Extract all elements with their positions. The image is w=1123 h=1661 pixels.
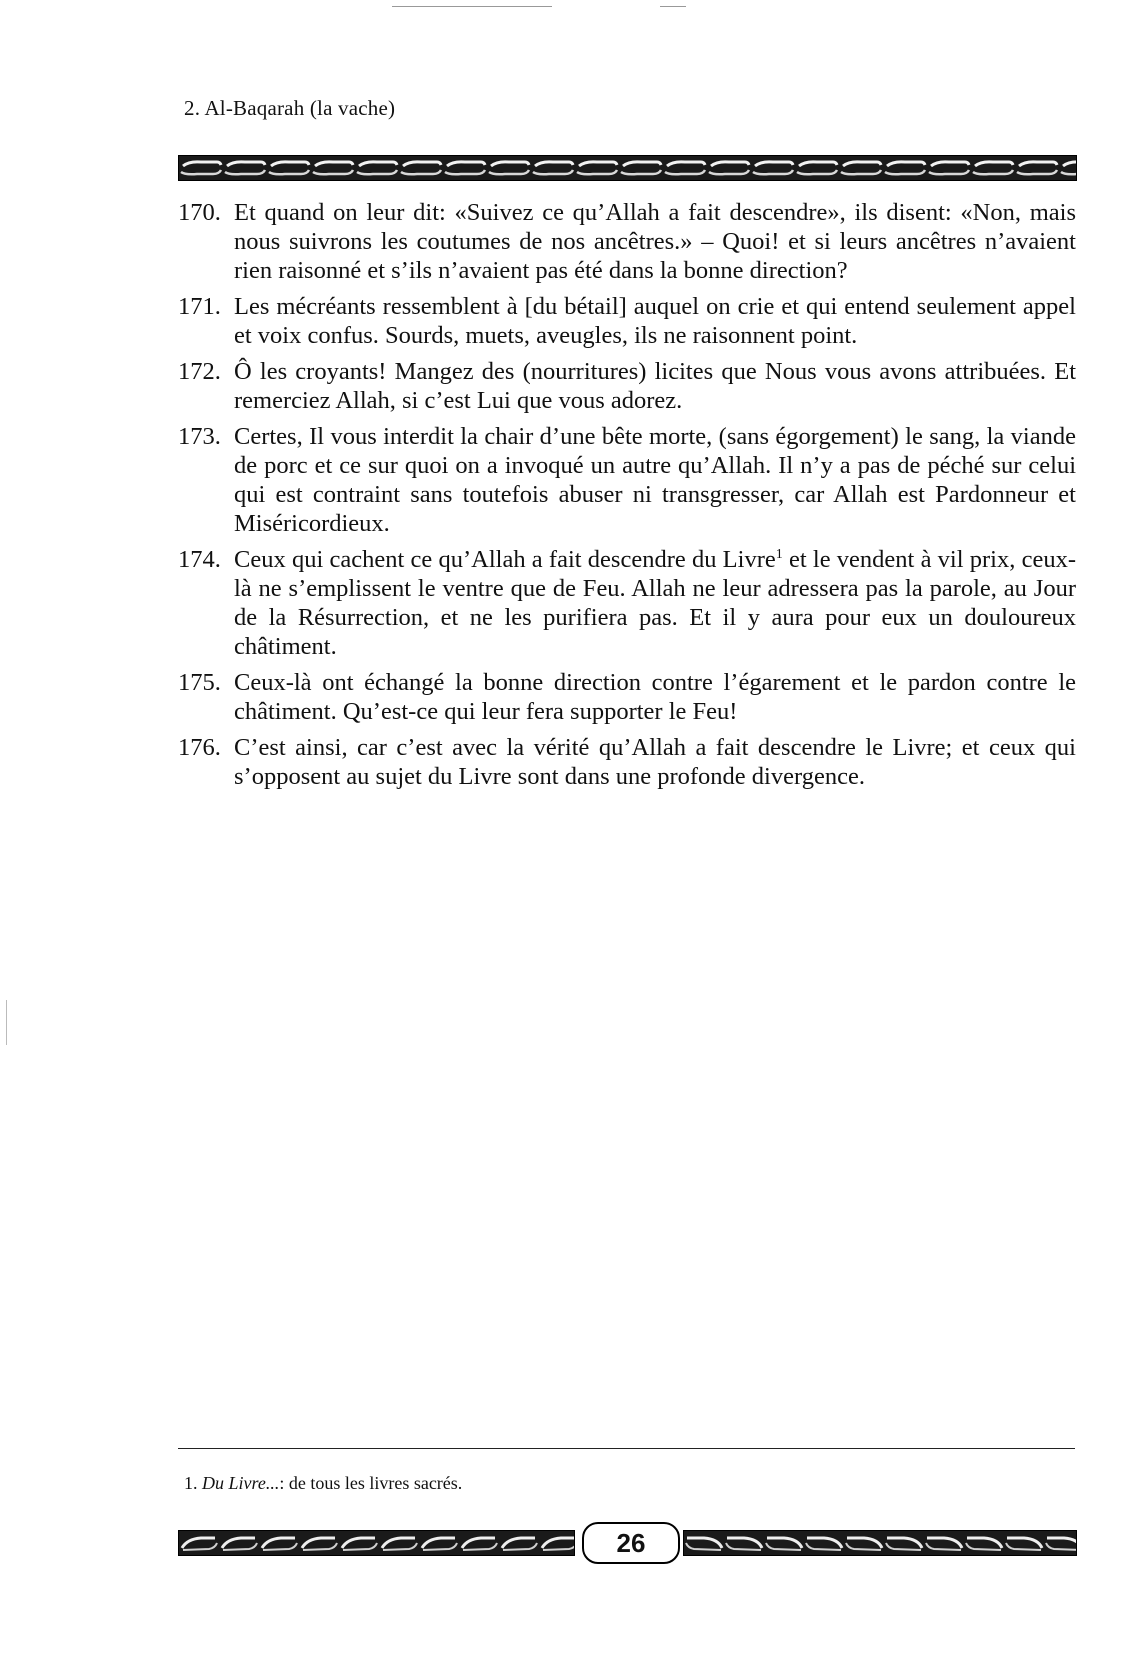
scan-artifact-line xyxy=(392,6,552,7)
scan-artifact-line xyxy=(660,6,686,7)
footnote-divider xyxy=(178,1448,1075,1449)
verse-text: Les mécréants ressemblent à [du bétail] auquel on crie et qui entend seulement appel et voix confus. Sourds, muets, aveugles, ils ne raisonnent point. xyxy=(234,293,1076,349)
verse-number: 170. xyxy=(178,199,221,226)
verse-175 xyxy=(178,668,1076,726)
verse-172 xyxy=(178,357,1076,415)
verse-text-part: et le vendent à vil prix, ceux-là ne s’emplissent le ventre que de Feu. Allah ne leur adressera pas la parole, au Jour de la Résurrection, et ne les purifiera pas. Et il y aura pour eux un douloureux châtiment. xyxy=(234,546,1077,660)
verse-176 xyxy=(178,733,1076,791)
sura-title: 2. Al-Baqarah (la vache) xyxy=(184,96,396,120)
verse-text: Et quand on leur dit: «Suivez ce qu’Allah a fait descendre», ils disent: «Non, mais nous suivrons les coutumes de nos ancêtres.» – Quoi! et si leurs ancêtres n’avaient rien raisonné et s’ils n’avaient pas été dans la bonne direction? xyxy=(234,199,1076,284)
footnote-separator: : xyxy=(279,1473,285,1493)
verse-text-part: Ceux qui cachent ce qu’Allah a fait descendre du Livre xyxy=(234,546,776,573)
chain-pattern-icon xyxy=(179,156,1076,180)
scan-artifact-margin xyxy=(6,1000,7,1045)
footnote-text: de tous les livres sacrés. xyxy=(284,1473,463,1493)
verse-number: 175. xyxy=(178,669,221,696)
verse-170 xyxy=(178,198,1076,285)
footnote xyxy=(184,1473,462,1494)
chain-pattern-icon xyxy=(684,1531,1076,1555)
verse-number: 174. xyxy=(178,546,221,573)
ornamental-band-bottom-left xyxy=(178,1530,575,1556)
ornamental-band-top xyxy=(178,155,1077,181)
ornamental-band-bottom-right xyxy=(683,1530,1077,1556)
verse-number: 171. xyxy=(178,293,221,320)
verse-text: Ô les croyants! Mangez des (nourritures) licites que Nous vous avons attribuées. Et remerciez Allah, si c’est Lui que vous adorez. xyxy=(234,358,1076,414)
chain-pattern-icon xyxy=(179,1531,574,1555)
footnote-reference: 1 xyxy=(775,546,783,562)
verse-171 xyxy=(178,292,1076,350)
verse-number: 173. xyxy=(178,423,221,450)
footnote-marker: 1. xyxy=(184,1473,198,1493)
verse-174 xyxy=(178,545,1076,661)
verse-list xyxy=(178,198,1076,798)
verse-text: Certes, Il vous interdit la chair d’une bête morte, (sans égorgement) le sang, la viande de porc et ce sur quoi on a invoqué un autre qu’Allah. Il n’y a pas de péché sur celui qui est contraint sans toutefois abuser ni transgresser, car Allah est Pardonneur et Miséricordieux. xyxy=(234,423,1076,537)
verse-text xyxy=(234,545,1076,661)
verse-text: C’est ainsi, car c’est avec la vérité qu’Allah a fait descendre le Livre; et ceux qui s’opposent au sujet du Livre sont dans une profonde divergence. xyxy=(234,734,1076,790)
verse-text: Ceux-là ont échangé la bonne direction contre l’égarement et le pardon contre le châtiment. Qu’est-ce qui leur fera supporter le Feu! xyxy=(234,669,1076,725)
footnote-term: Du Livre... xyxy=(202,1473,280,1493)
verse-number: 176. xyxy=(178,734,221,761)
verse-173 xyxy=(178,422,1076,538)
verse-number: 172. xyxy=(178,358,221,385)
page-number: 26 xyxy=(582,1522,680,1564)
